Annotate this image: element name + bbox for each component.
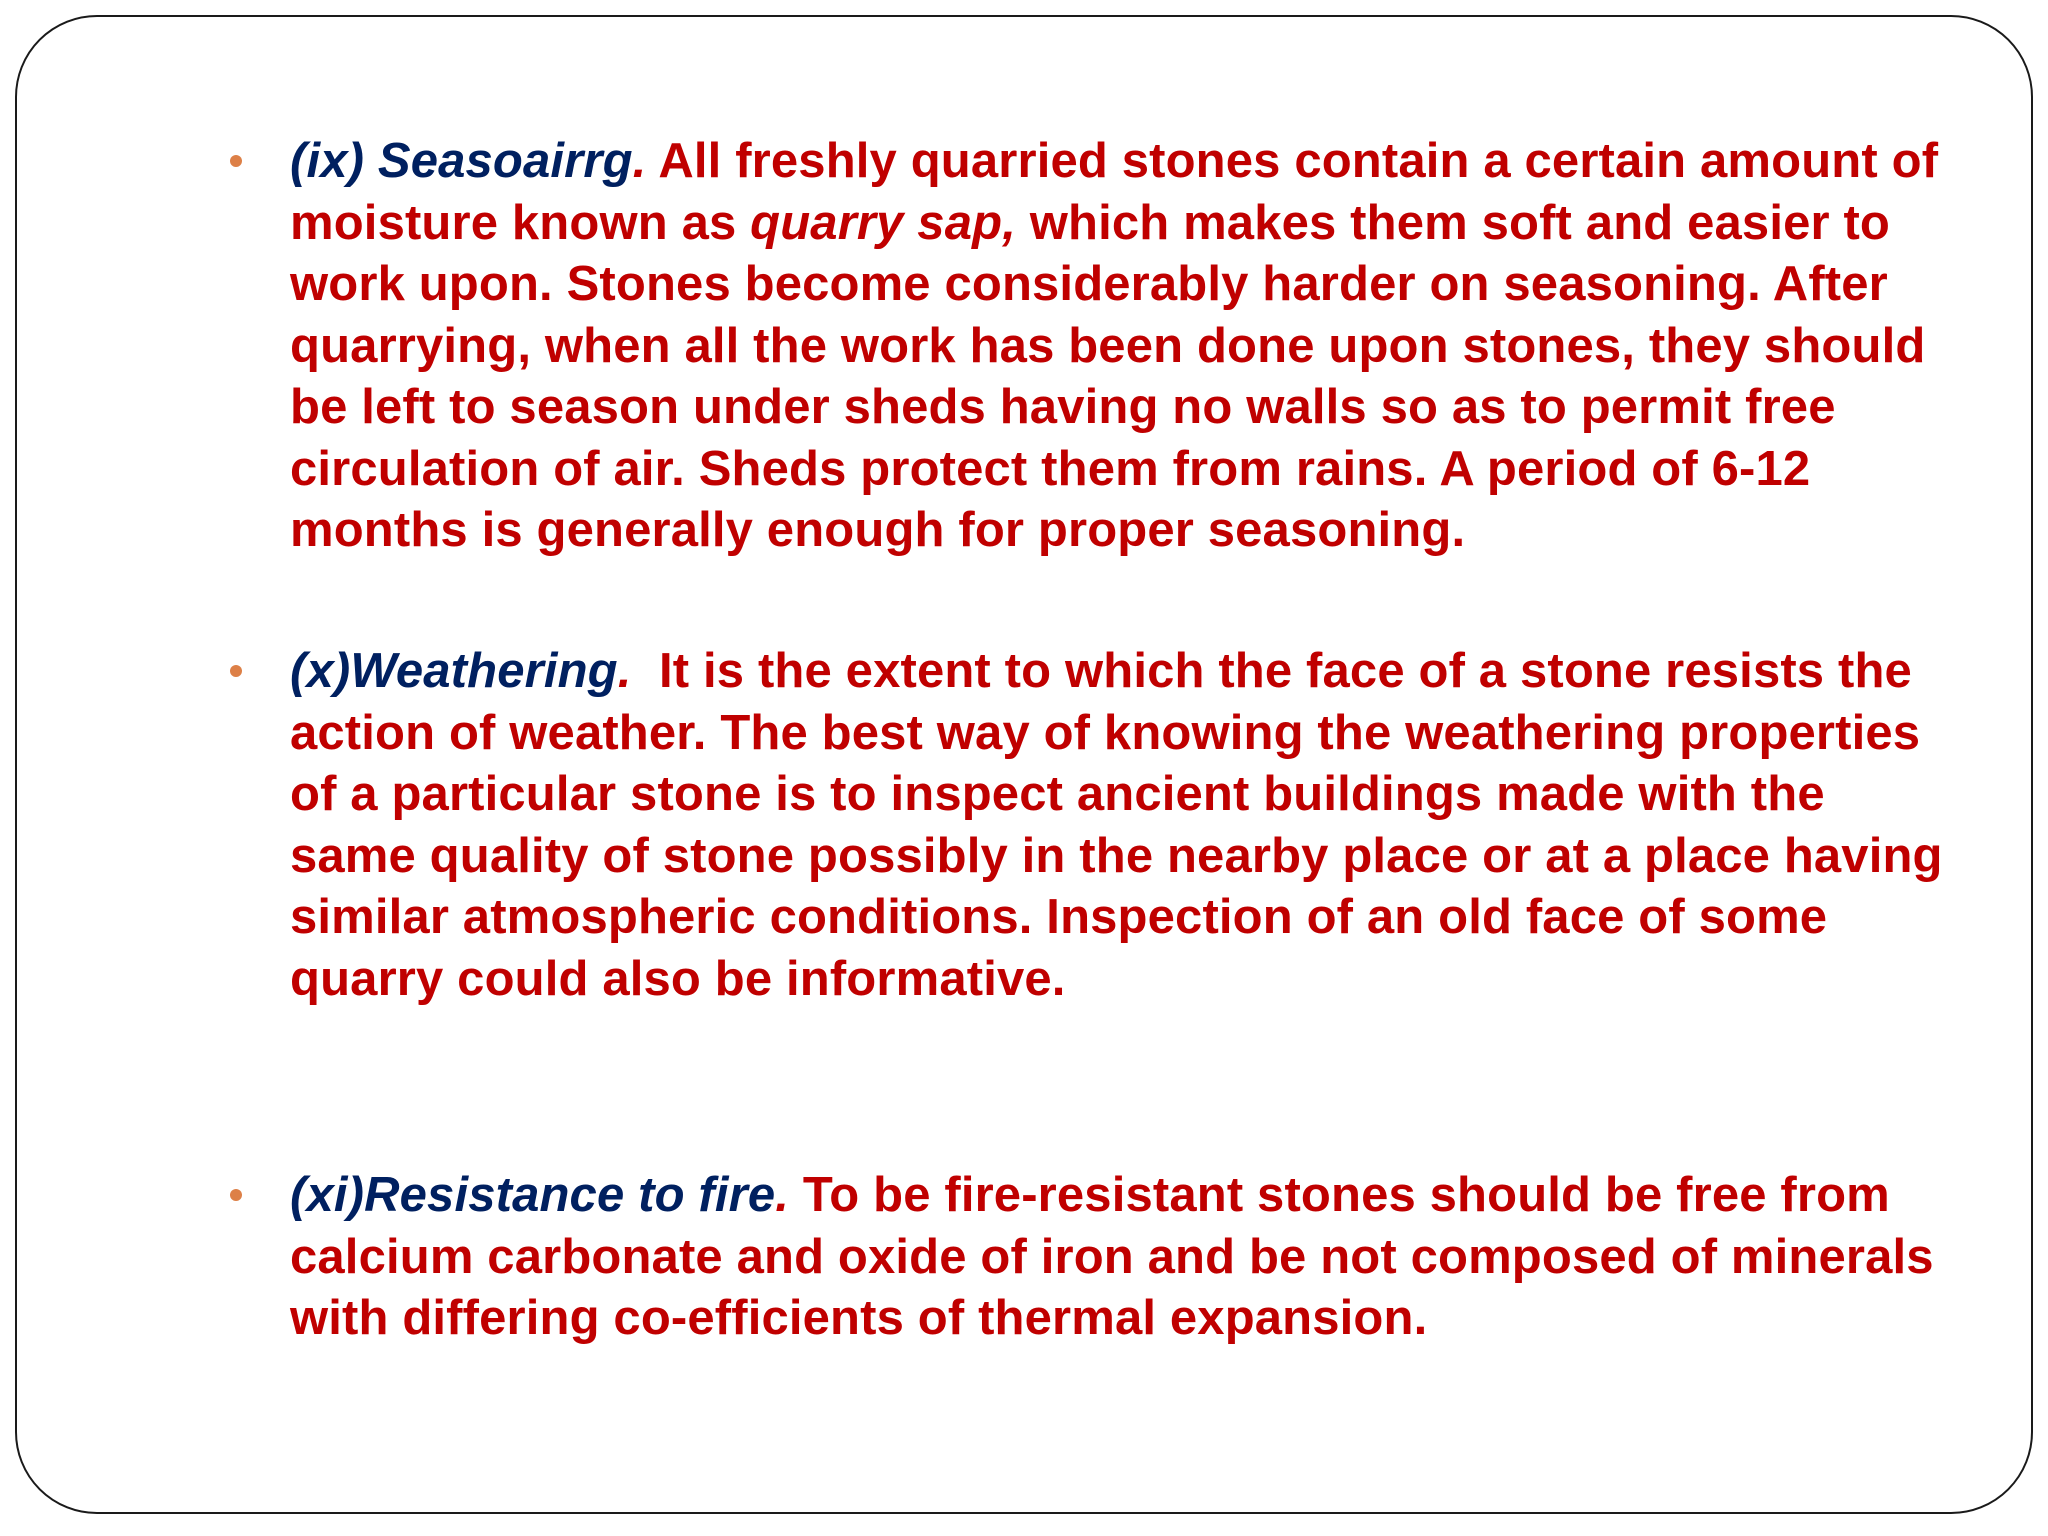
body-text: To be fire-resistant stones should be free from calcium carbonate and oxide of iron and be not composed of minerals with differing co-efficients of thermal expansion. xyxy=(290,1168,1934,1345)
slide-content xyxy=(17,17,2031,1512)
bullet-item-seasoning xyxy=(230,131,1950,562)
body-text: which makes them soft and easier to work upon. Stones become considerably harder on seasoning. After quarrying, when all the work has been done upon stones, they should be left to season under sheds having no walls so as to permit free circulation of air. Sheds protect them from rains. A period of 6-12 months is generally enough for proper seasoning. xyxy=(290,195,1926,557)
term-label: (xi)Resistance to fire xyxy=(290,1168,776,1222)
body-text: All freshly quarried stones contain a certain amount of moisture known as xyxy=(290,134,1939,250)
italic-phrase: quarry sap, xyxy=(750,195,1016,250)
term-label: (x)Weathering xyxy=(290,644,618,698)
term-label: (ix) Seasoairrg xyxy=(290,134,633,188)
bullet-text xyxy=(290,641,1957,1010)
bullet-text xyxy=(290,1165,1950,1350)
bullet-dot-icon xyxy=(230,665,242,677)
bullet-item-weathering xyxy=(230,641,1957,1010)
bullet-text xyxy=(290,131,1950,562)
bullet-dot-icon xyxy=(230,1189,242,1201)
bullet-item-fire-resistance xyxy=(230,1165,1950,1350)
term-punctuation: . xyxy=(775,1168,790,1222)
term-punctuation: . xyxy=(617,644,632,698)
body-text: It is the extent to which the face of a stone resists the action of weather. The best way of knowing the weathering properties of a particular stone is to inspect ancient buildings made with the same quality of stone possibly in the nearby place or at a place having similar atmospheric conditions. Inspection of an old face of some quarry could also be informative. xyxy=(290,644,1957,1006)
term-punctuation: . xyxy=(632,134,647,188)
slide xyxy=(15,15,2033,1514)
bullet-dot-icon xyxy=(230,155,242,167)
